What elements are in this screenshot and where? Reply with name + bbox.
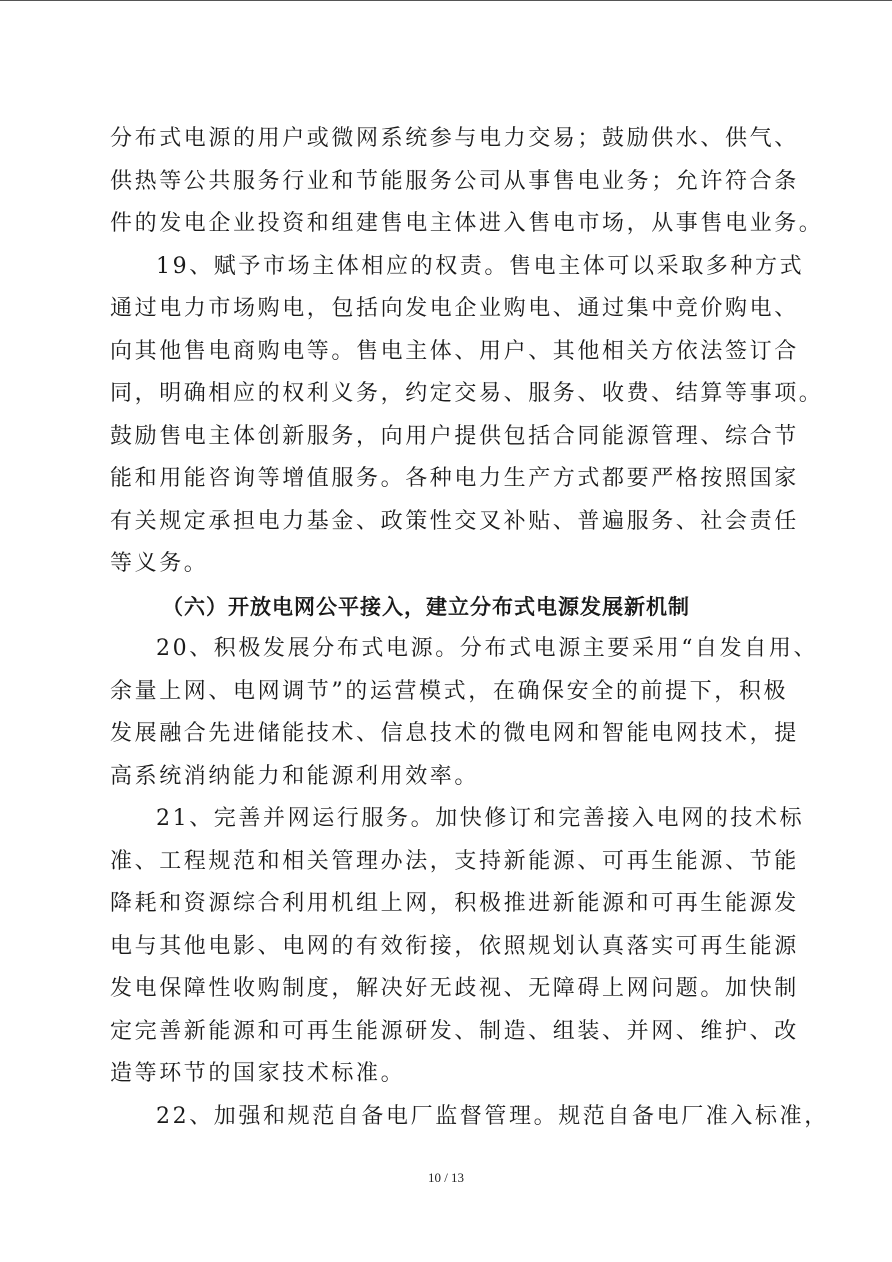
text-line: 能和用能咨询等增值服务。各种电力生产方式都要严格按照国家 bbox=[110, 466, 799, 491]
section-heading: （六）开放电网公平接入，建立分布式电源发展新机制 bbox=[162, 594, 690, 619]
text-line: 准、工程规范和相关管理办法，支持新能源、可再生能源、节能 bbox=[110, 848, 799, 874]
paragraph-21-start: 21、完善并网运行服务。加快修订和完善接入电网的技术标 bbox=[156, 806, 805, 831]
document-body bbox=[110, 118, 829, 1138]
page-number: 10 / 13 bbox=[427, 1170, 465, 1185]
text-line: 件的发电企业投资和组建售电主体进入售电市场，从事售电业务。 bbox=[110, 211, 824, 236]
text-line: 高系统消纳能力和能源利用效率。 bbox=[110, 763, 480, 789]
text-line: 发展融合先进储能技术、信息技术的微电网和智能电网技术，提 bbox=[110, 721, 799, 746]
text-line: 分布式电源的用户或微网系统参与电力交易；鼓励供水、供气、 bbox=[110, 126, 799, 151]
text-line: 定完善新能源和可再生能源研发、制造、组装、并网、维护、改 bbox=[110, 1018, 799, 1044]
paragraph-20-start: 20、积极发展分布式电源。分布式电源主要采用“自发自用、 bbox=[156, 636, 819, 661]
top-border-rule bbox=[0, 0, 892, 1]
text-line: 等义务。 bbox=[110, 551, 209, 576]
text-line: 余量上网、电网调节”的运营模式，在确保安全的前提下，积极 bbox=[110, 678, 789, 704]
text-line: 向其他售电商购电等。售电主体、用户、其他相关方依法签订合 bbox=[110, 338, 799, 364]
paragraph-22-start: 22、加强和规范自备电厂监督管理。规范自备电厂准入标准， bbox=[156, 1103, 829, 1129]
text-line: 电与其他电影、电网的有效衔接，依照规划认真落实可再生能源 bbox=[110, 933, 799, 959]
text-line: 同，明确相应的权利义务，约定交易、服务、收费、结算等事项。 bbox=[110, 381, 824, 406]
text-line: 通过电力市场购电，包括向发电企业购电、通过集中竞价购电、 bbox=[110, 296, 799, 321]
text-line: 发电保障性收购制度，解决好无歧视、无障碍上网问题。加快制 bbox=[110, 976, 799, 1001]
text-line: 鼓励售电主体创新服务，向用户提供包括合同能源管理、综合节 bbox=[110, 423, 799, 449]
text-line: 造等环节的国家技术标准。 bbox=[110, 1061, 406, 1086]
text-line: 有关规定承担电力基金、政策性交叉补贴、普遍服务、社会责任 bbox=[110, 508, 799, 534]
paragraph-19-start: 19、赋予市场主体相应的权责。售电主体可以采取多种方式 bbox=[156, 253, 805, 279]
text-line: 供热等公共服务行业和节能服务公司从事售电业务；允许符合条 bbox=[110, 168, 799, 194]
text-line: 降耗和资源综合利用机组上网，积极推进新能源和可再生能源发 bbox=[110, 891, 799, 916]
